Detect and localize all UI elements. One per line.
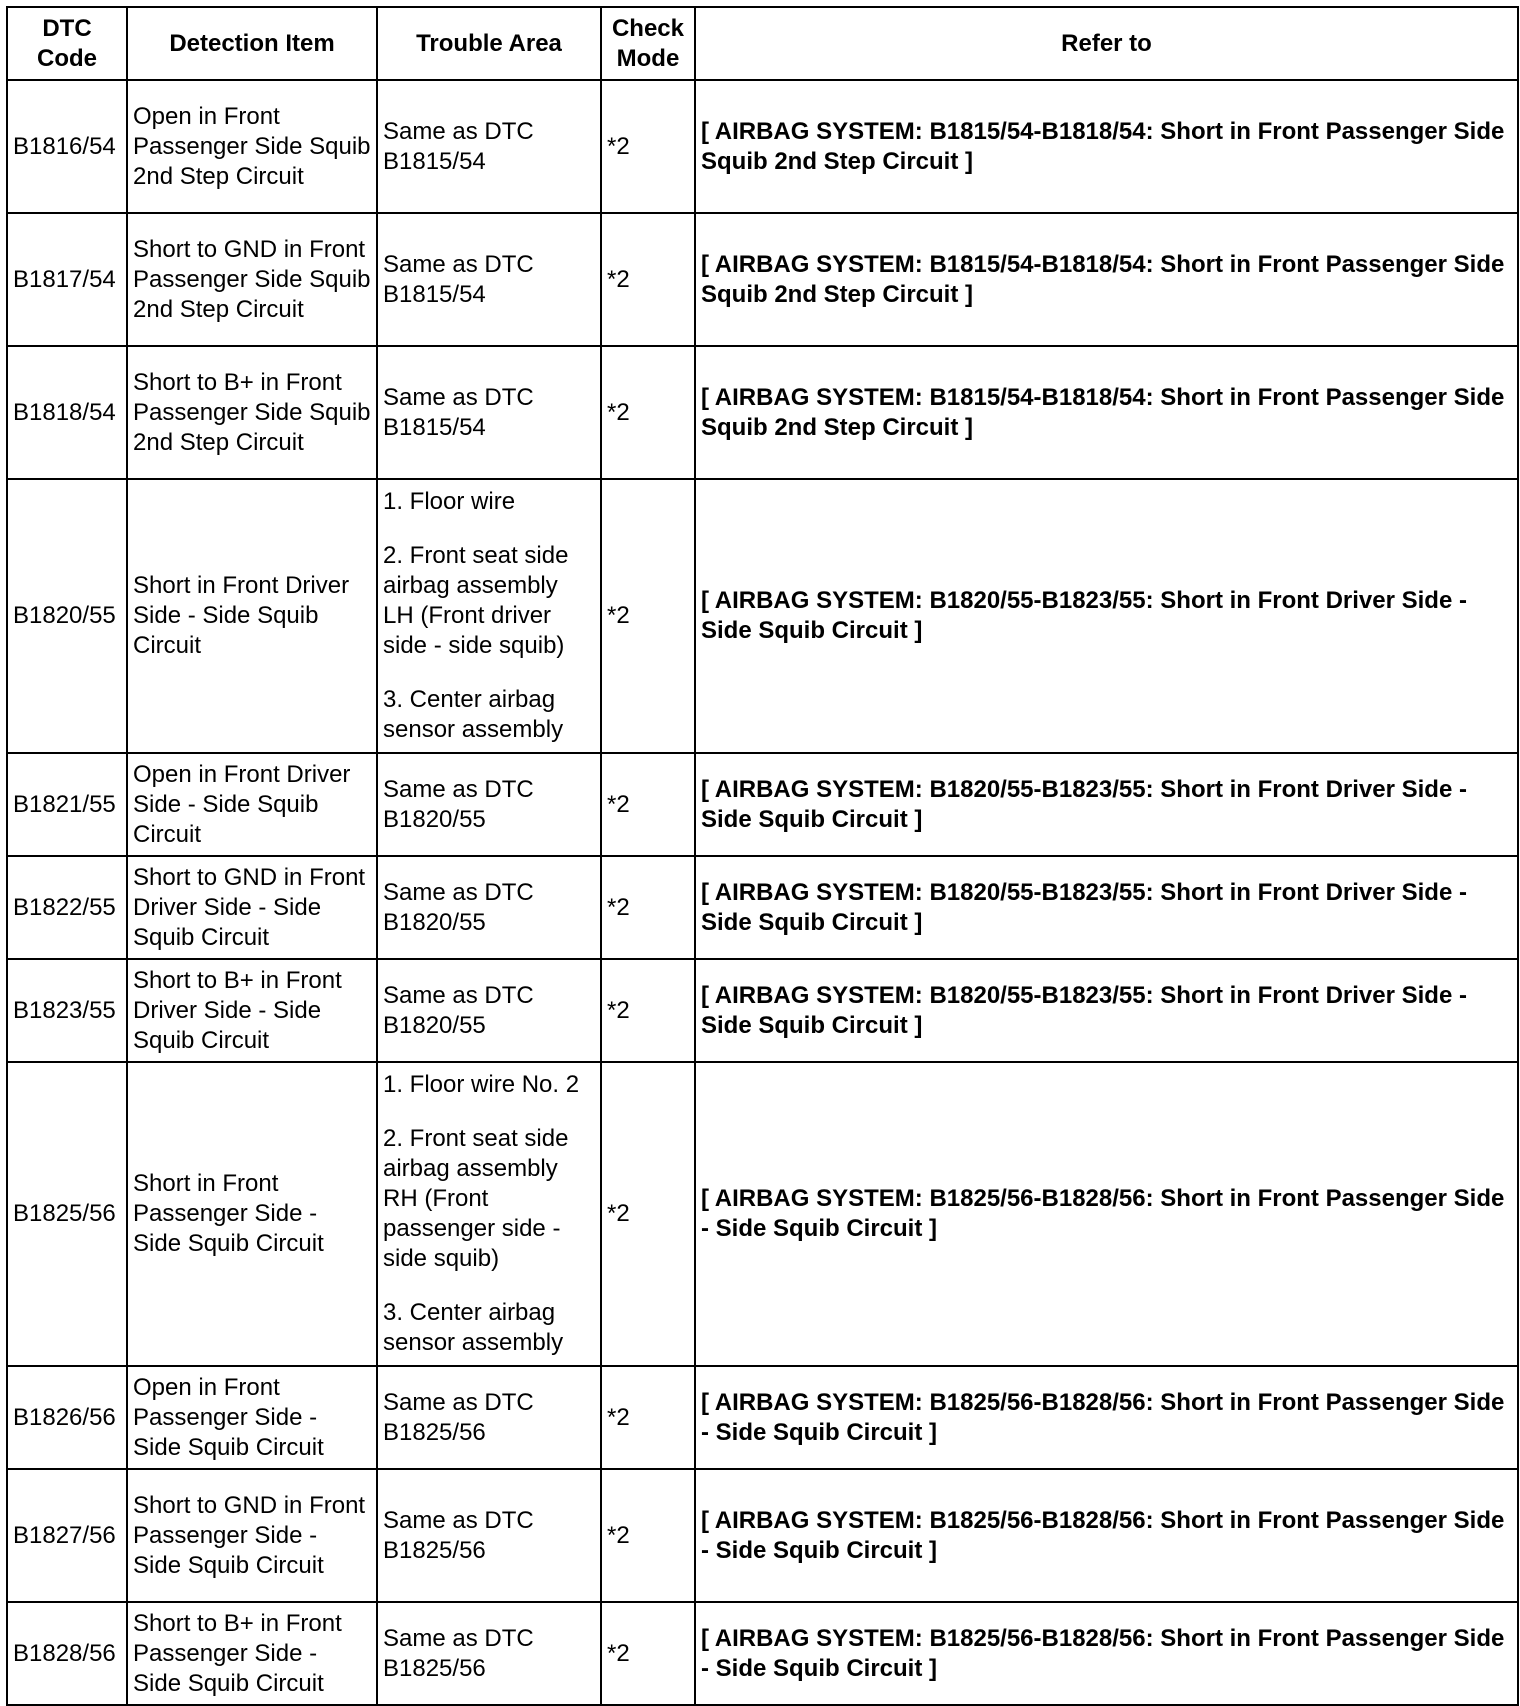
dtc-code-cell: B1823/55 (7, 959, 127, 1062)
dtc-code-cell: B1818/54 (7, 346, 127, 479)
check-mode-cell: *2 (601, 1062, 695, 1366)
dtc-code-cell: B1817/54 (7, 213, 127, 346)
header-row (7, 7, 1518, 80)
trouble-area-item: Same as DTC B1815/54 (383, 383, 534, 441)
trouble-area-cell (377, 1062, 601, 1366)
trouble-area-item: 3. Center airbag sensor assembly (383, 1299, 564, 1356)
refer-to-link[interactable]: [ AIRBAG SYSTEM: B1825/56-B1828/56: Short in Front Passenger Side - Side Squib Circuit ] (695, 1602, 1518, 1705)
table-row (7, 753, 1518, 856)
refer-to-link[interactable]: [ AIRBAG SYSTEM: B1815/54-B1818/54: Short in Front Passenger Side Squib 2nd Step Circuit ] (695, 80, 1518, 213)
check-mode-cell: *2 (601, 1602, 695, 1705)
header-detection-item: Detection Item (127, 7, 377, 80)
trouble-area-item: 1. Floor wire (383, 488, 516, 515)
trouble-area-item: 2. Front seat side airbag assembly LH (Front driver side - side squib) (383, 542, 569, 659)
table-row (7, 346, 1518, 479)
detection-item-cell: Short to GND in Front Driver Side - Side Squib Circuit (127, 856, 377, 959)
refer-to-link[interactable]: [ AIRBAG SYSTEM: B1825/56-B1828/56: Short in Front Passenger Side - Side Squib Circuit ] (695, 1469, 1518, 1602)
check-mode-cell: *2 (601, 1366, 695, 1469)
trouble-area-cell (377, 1602, 601, 1705)
detection-item-cell: Short to B+ in Front Passenger Side Squib 2nd Step Circuit (127, 346, 377, 479)
refer-to-link[interactable]: [ AIRBAG SYSTEM: B1825/56-B1828/56: Short in Front Passenger Side - Side Squib Circuit ] (695, 1366, 1518, 1469)
detection-item-cell: Short to GND in Front Passenger Side Squib 2nd Step Circuit (127, 213, 377, 346)
dtc-code-cell: B1826/56 (7, 1366, 127, 1469)
header-trouble-area: Trouble Area (377, 7, 601, 80)
detection-item-cell: Short to B+ in Front Passenger Side - Side Squib Circuit (127, 1602, 377, 1705)
detection-item-cell: Open in Front Passenger Side Squib 2nd Step Circuit (127, 80, 377, 213)
header-refer-to: Refer to (695, 7, 1518, 80)
detection-item-cell: Short to GND in Front Passenger Side - Side Squib Circuit (127, 1469, 377, 1602)
trouble-area-item: Same as DTC B1815/54 (383, 250, 534, 308)
detection-item-cell: Short in Front Passenger Side - Side Squib Circuit (127, 1062, 377, 1366)
trouble-area-item: Same as DTC B1820/55 (383, 775, 534, 833)
dtc-code-cell: B1825/56 (7, 1062, 127, 1366)
header-dtc-code: DTC Code (7, 7, 127, 80)
detection-item-cell: Open in Front Passenger Side - Side Squib Circuit (127, 1366, 377, 1469)
dtc-code-cell: B1827/56 (7, 1469, 127, 1602)
dtc-code-cell: B1822/55 (7, 856, 127, 959)
trouble-area-item: 3. Center airbag sensor assembly (383, 686, 564, 743)
detection-item-cell: Short to B+ in Front Driver Side - Side Squib Circuit (127, 959, 377, 1062)
trouble-area-cell (377, 1366, 601, 1469)
detection-item-cell: Open in Front Driver Side - Side Squib Circuit (127, 753, 377, 856)
trouble-area-cell (377, 213, 601, 346)
table-row (7, 1602, 1518, 1705)
trouble-area-item: Same as DTC B1820/55 (383, 878, 534, 936)
table-row (7, 80, 1518, 213)
trouble-area-item: Same as DTC B1825/56 (383, 1388, 534, 1446)
table-row (7, 1469, 1518, 1602)
dtc-table (6, 6, 1519, 1706)
table-row (7, 959, 1518, 1062)
trouble-area-item: Same as DTC B1825/56 (383, 1506, 534, 1564)
table-row (7, 213, 1518, 346)
check-mode-cell: *2 (601, 959, 695, 1062)
check-mode-cell: *2 (601, 856, 695, 959)
table-row (7, 479, 1518, 753)
table-row (7, 1366, 1518, 1469)
trouble-area-cell (377, 346, 601, 479)
refer-to-link[interactable]: [ AIRBAG SYSTEM: B1825/56-B1828/56: Short in Front Passenger Side - Side Squib Circuit ] (695, 1062, 1518, 1366)
refer-to-link[interactable]: [ AIRBAG SYSTEM: B1820/55-B1823/55: Short in Front Driver Side - Side Squib Circuit ] (695, 753, 1518, 856)
check-mode-cell: *2 (601, 213, 695, 346)
dtc-code-cell: B1816/54 (7, 80, 127, 213)
trouble-area-cell (377, 959, 601, 1062)
trouble-area-item: 2. Front seat side airbag assembly RH (Front passenger side - side squib) (383, 1125, 569, 1272)
trouble-area-cell (377, 80, 601, 213)
trouble-area-cell (377, 479, 601, 753)
check-mode-cell: *2 (601, 80, 695, 213)
check-mode-cell: *2 (601, 1469, 695, 1602)
trouble-area-cell (377, 1469, 601, 1602)
trouble-area-item: Same as DTC B1825/56 (383, 1624, 534, 1682)
dtc-code-cell: B1828/56 (7, 1602, 127, 1705)
dtc-code-cell: B1821/55 (7, 753, 127, 856)
check-mode-cell: *2 (601, 753, 695, 856)
trouble-area-cell (377, 856, 601, 959)
trouble-area-item: Same as DTC B1820/55 (383, 981, 534, 1039)
refer-to-link[interactable]: [ AIRBAG SYSTEM: B1815/54-B1818/54: Short in Front Passenger Side Squib 2nd Step Circuit ] (695, 346, 1518, 479)
table-body (7, 80, 1518, 1705)
refer-to-link[interactable]: [ AIRBAG SYSTEM: B1815/54-B1818/54: Short in Front Passenger Side Squib 2nd Step Circuit ] (695, 213, 1518, 346)
refer-to-link[interactable]: [ AIRBAG SYSTEM: B1820/55-B1823/55: Short in Front Driver Side - Side Squib Circuit ] (695, 479, 1518, 753)
trouble-area-cell (377, 753, 601, 856)
trouble-area-item: 1. Floor wire No. 2 (383, 1071, 580, 1098)
table-row (7, 1062, 1518, 1366)
trouble-area-item: Same as DTC B1815/54 (383, 117, 534, 175)
check-mode-cell: *2 (601, 346, 695, 479)
dtc-code-cell: B1820/55 (7, 479, 127, 753)
refer-to-link[interactable]: [ AIRBAG SYSTEM: B1820/55-B1823/55: Short in Front Driver Side - Side Squib Circuit ] (695, 959, 1518, 1062)
refer-to-link[interactable]: [ AIRBAG SYSTEM: B1820/55-B1823/55: Short in Front Driver Side - Side Squib Circuit ] (695, 856, 1518, 959)
table-row (7, 856, 1518, 959)
check-mode-cell: *2 (601, 479, 695, 753)
header-check-mode: Check Mode (601, 7, 695, 80)
detection-item-cell: Short in Front Driver Side - Side Squib Circuit (127, 479, 377, 753)
